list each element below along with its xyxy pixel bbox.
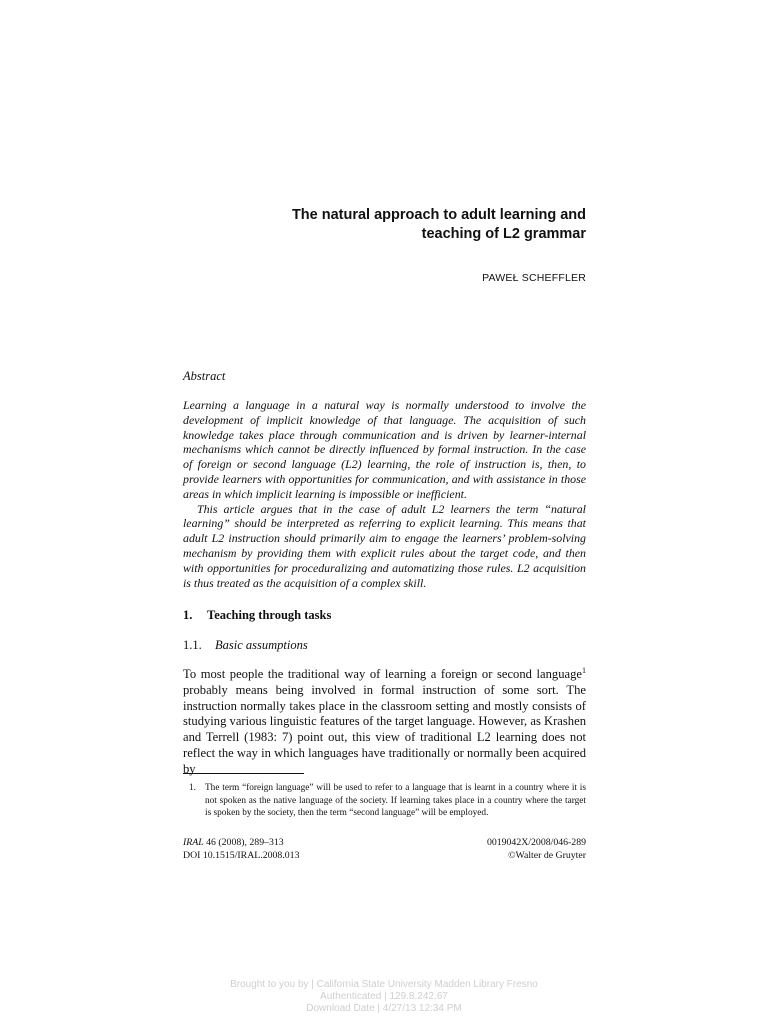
body-text-after-note: probably means being involved in formal instruction of some sort. The instruction normally takes place in the classroom setting and mostly consists of studying various linguistic features of the target language. However, as Krashen and Terrell (1983: 7) point out, this view of traditional L2 learning does not reflect the way in which languages have traditionally or normally been acquired by xyxy=(183,682,586,776)
footnote-number: 1. xyxy=(189,783,196,793)
watermark-line-1: Brought to you by | California State University Madden Library Fresno xyxy=(230,979,538,990)
journal-copyright: ©Walter de Gruyter xyxy=(508,849,586,861)
subsection-number: 1.1. xyxy=(183,638,202,652)
journal-code: 0019042X/2008/046-289 xyxy=(486,837,586,848)
author-name: PAWEŁ SCHEFFLER xyxy=(482,272,586,284)
journal-volume-pages: 46 (2008), 289–313 xyxy=(203,837,284,848)
journal-doi: DOI 10.1515/IRAL.2008.013 xyxy=(183,849,300,861)
section-title: Teaching through tasks xyxy=(207,608,332,622)
abstract-paragraph-1: Learning a language in a natural way is normally understood to involve the development of implicit knowledge of that language. The acquisition of such knowledge takes place through communication and is driven by learner-internal mechanisms which cannot be directly influenced by formal instruction. In the case of foreign or second language (L2) learning, the role of instruction is, then, to provide learners with opportunities for communication, and with assistance in those areas in which implicit learning is impossible or inefficient. xyxy=(183,398,586,501)
body-paragraph xyxy=(183,667,586,778)
footnote xyxy=(183,782,586,820)
subsection-heading xyxy=(183,638,308,653)
footnote-divider xyxy=(183,773,304,774)
footnote-reference: 1 xyxy=(582,665,586,675)
article-title xyxy=(183,206,586,244)
title-line-2: teaching of L2 grammar xyxy=(421,226,586,242)
watermark-line-3: Download Date | 4/27/13 12:34 PM xyxy=(306,1003,462,1015)
abstract-paragraph-2: This article argues that in the case of adult L2 learners the term “natural learning” should be interpreted as referring to explicit learning. This means that adult L2 instruction should primarily aim to engage the learners’ problem-solving mechanism by providing them with explicit rules about the target code, and then with opportunities for proceduralizing and automatizing those rules. L2 acquisition is thus treated as the acquisition of a complex skill. xyxy=(183,501,586,590)
abstract-heading: Abstract xyxy=(183,369,226,383)
body-text-before-note: To most people the traditional way of learning a foreign or second language xyxy=(183,667,582,681)
article-page xyxy=(183,0,586,1024)
title-line-1: The natural approach to adult learning and xyxy=(291,207,586,223)
subsection-title: Basic assumptions xyxy=(215,638,308,652)
watermark-line-2: Authenticated | 129.8.242.67 xyxy=(320,991,448,1003)
body-text xyxy=(183,667,586,778)
section-heading xyxy=(183,608,331,623)
footnote-text: The term “foreign language” will be used to refer to a language that is learnt in a country where it is not spoken as the native language of the society. If learning takes place in a country where the target is spoken by the society, then the term “second language” will be employed. xyxy=(205,783,586,818)
journal-volume-line xyxy=(183,837,299,850)
journal-info xyxy=(487,837,586,862)
journal-name: IRAL xyxy=(183,837,204,848)
section-number: 1. xyxy=(183,608,193,622)
journal-citation xyxy=(183,837,299,862)
access-watermark xyxy=(0,979,768,1016)
abstract-body xyxy=(183,398,586,590)
